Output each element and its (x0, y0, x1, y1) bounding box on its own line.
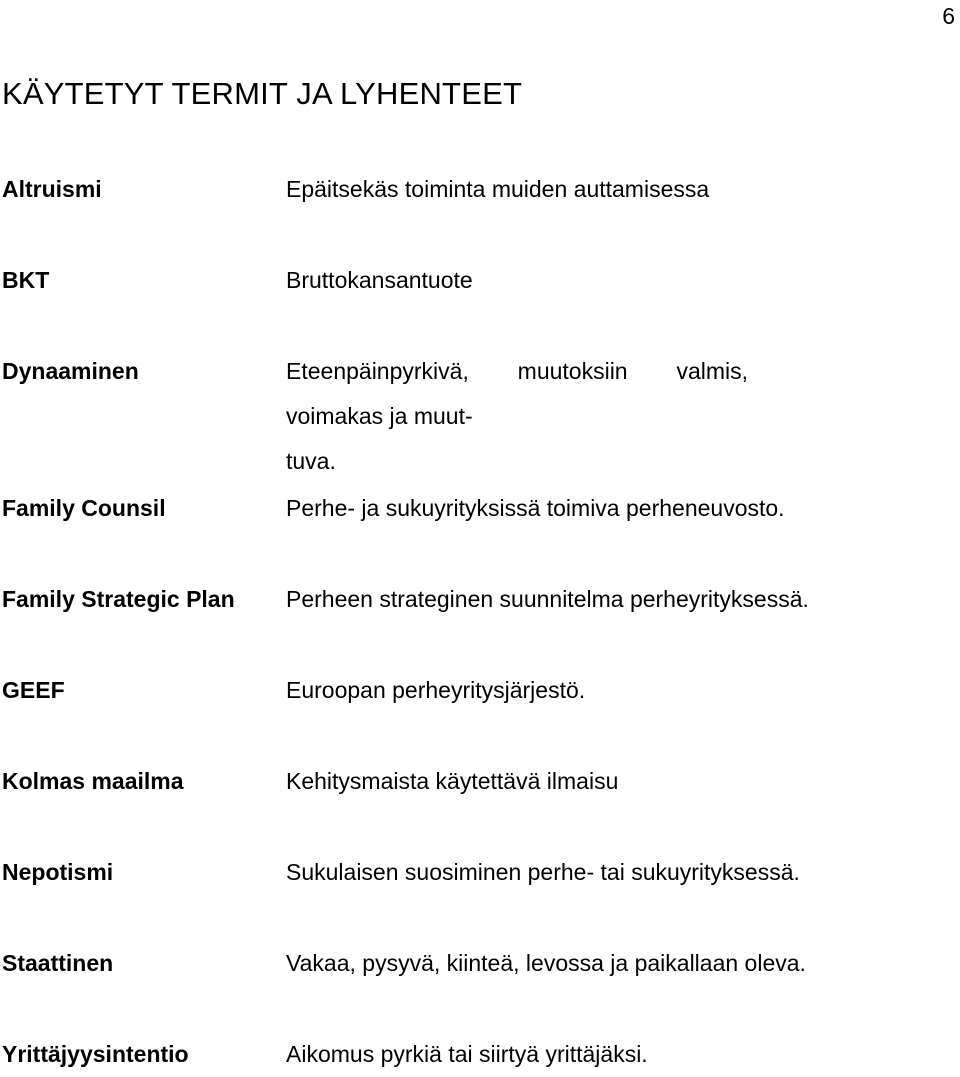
definition: Euroopan perheyritysjärjestö. (286, 677, 586, 703)
definition: Aikomus pyrkiä tai siirtyä yrittäjäksi. (286, 1041, 648, 1067)
definition: Epäitsekäs toiminta muiden auttamisessa (286, 176, 710, 202)
page-title: KÄYTETYT TERMIT JA LYHENTEET (2, 76, 523, 111)
definition: Kehitysmaista käytettävä ilmaisu (286, 768, 619, 794)
term: Altruismi (2, 176, 102, 202)
definition: Perhe- ja sukuyrityksissä toimiva perheneuvosto. (286, 495, 785, 521)
definition: Bruttokansantuote (286, 267, 473, 293)
term: Kolmas maailma (2, 768, 184, 794)
definition-line-2: tuva. (286, 448, 336, 474)
term: Family Counsil (2, 495, 166, 521)
definition: Sukulaisen suosiminen perhe- tai sukuyrityksessä. (286, 859, 800, 885)
term: GEEF (2, 677, 65, 703)
definition-line-1: Eteenpäinpyrkivä, muutoksiin valmis, voimakas ja muut- (286, 358, 748, 429)
term: Dynaaminen (2, 358, 139, 384)
definition: Vakaa, pysyvä, kiinteä, levossa ja paikallaan oleva. (286, 950, 806, 976)
term: Yrittäjyysintentio (2, 1041, 189, 1067)
term: Staattinen (2, 950, 114, 976)
page-number: 6 (942, 3, 955, 29)
term: Family Strategic Plan (2, 586, 235, 612)
term: BKT (2, 267, 50, 293)
definition (286, 349, 748, 484)
definition: Perheen strateginen suunnitelma perheyrityksessä. (286, 586, 809, 612)
term: Nepotismi (2, 859, 114, 885)
